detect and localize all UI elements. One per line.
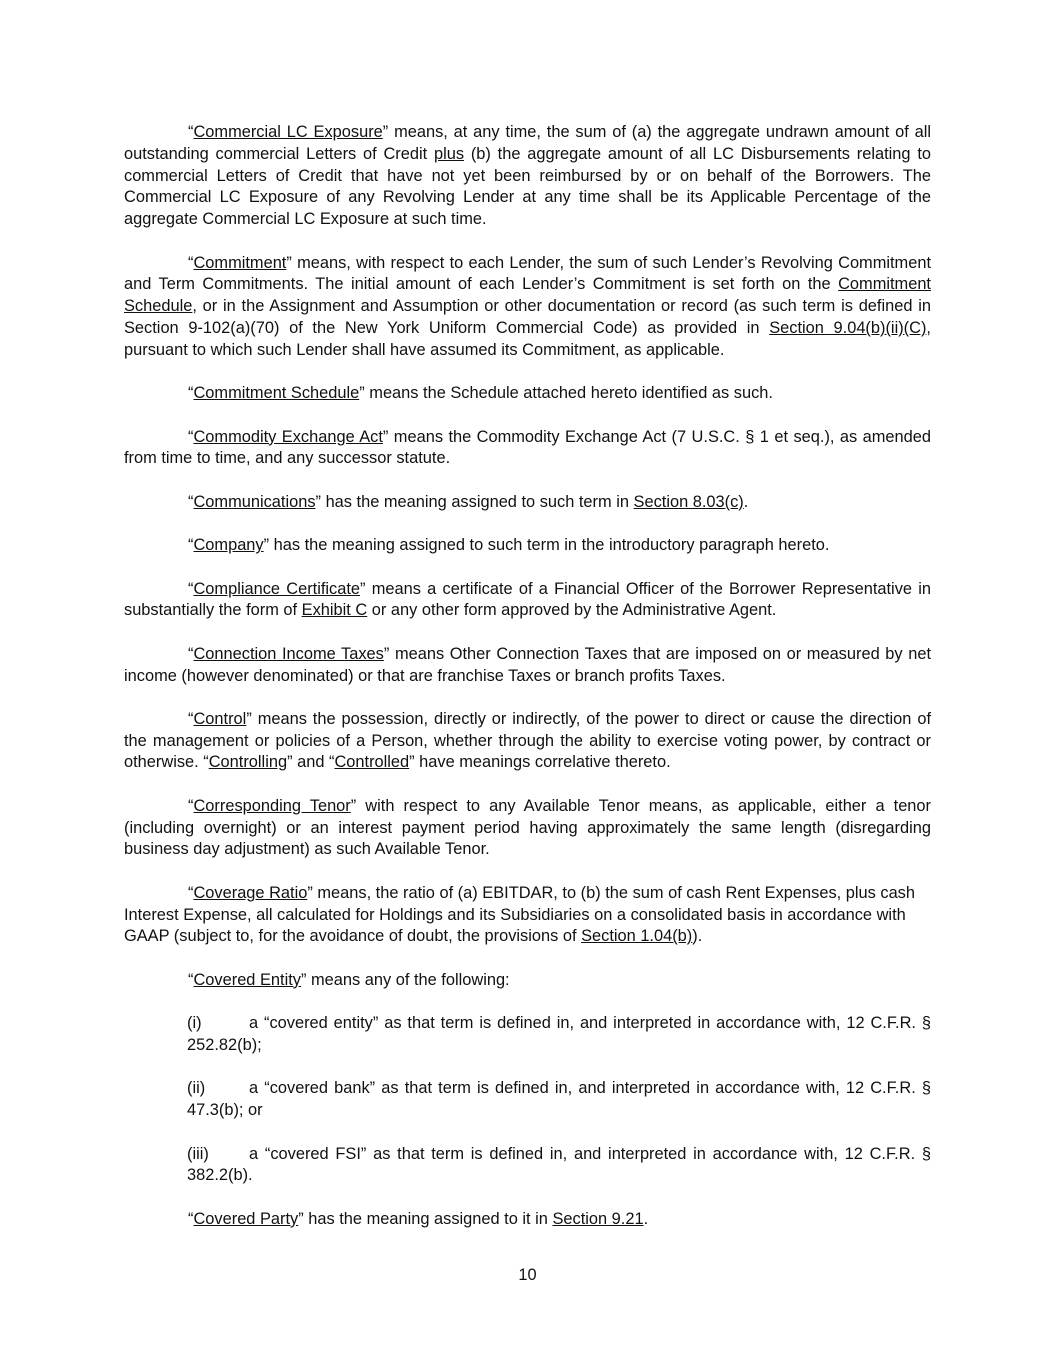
cross-reference: Section 8.03(c) [633,492,744,511]
cross-reference: Section 9.21 [552,1209,644,1228]
item-number: (i) [187,1014,202,1033]
definition-control: “Control” means the possession, directly or indirectly, of the power to direct or cause the direction of the management or policies of a Person, whether through the ability to exercise voting power, by contract or otherwise. “Controlling” and “Controlled” have meanings correlative thereto. [124,709,931,772]
cross-reference: Section 1.04(b) [581,927,693,946]
definition-communications: “Communications” has the meaning assigned to such term in Section 8.03(c). [188,492,749,511]
document-page [124,122,931,1252]
defined-term: Covered Entity [193,970,301,989]
cross-reference: Commitment Schedule [124,275,931,316]
defined-term: Commitment Schedule [193,384,360,403]
definition-connection-income-taxes: “Connection Income Taxes” means Other Connection Taxes that are imposed on or measured by net income (however denominated) or that are franchise Taxes or branch profits Taxes. [124,644,931,685]
definition-compliance-certificate: “Compliance Certificate” means a certificate of a Financial Officer of the Borrower Representative in substantially the form of Exhibit C or any other form approved by the Administrative Agent. [124,579,931,620]
defined-term: Company [193,536,264,555]
defined-term: Commercial LC Exposure [193,123,383,141]
definition-covered-party: “Covered Party” has the meaning assigned to it in Section 9.21. [188,1209,649,1228]
definition-coverage-ratio: “Coverage Ratio” means, the ratio of (a) EBITDAR, to (b) the sum of cash Rent Expenses, plus cash Interest Expense, all calculated for Holdings and its Subsidiaries on a consolidated basis in accordance with GAAP (subject to, for the avoidance of doubt, the provisions of Section 1.04(b)). [124,883,915,946]
defined-term: Compliance Certificate [193,579,361,598]
covered-entity-item: (i) a “covered entity” as that term is defined in, and interpreted in accordance with, 12 C.F.R. § 252.82(b); [187,1013,931,1057]
defined-term: Communications [193,492,316,511]
item-number: (iii) [187,1144,209,1163]
defined-term: Corresponding Tenor [193,796,351,815]
cross-reference: Section 9.04(b)(ii)(C) [769,318,927,337]
definition-commitment: “Commitment” means, with respect to each Lender, the sum of such Lender’s Revolving Commitment and Term Commitments. The initial amount of each Lender’s Commitment is set forth on the Commitment Schedule, or in the Assignment and Assumption or other documentation or record (as such term is defined in Section 9-102(a)(70) of the New York Uniform Commercial Code) as provided in Section 9.04(b)(ii)(C), pursuant to which such Lender shall have assumed its Commitment, as applicable. [124,253,931,359]
defined-term: Covered Party [193,1209,299,1228]
cross-reference: Exhibit C [301,601,368,620]
defined-term: Controlling [208,753,288,772]
definition-corresponding-tenor: “Corresponding Tenor” with respect to any Available Tenor means, as applicable, either a tenor (including overnight) or an interest payment period having approximately the same length (disregarding business day adjustment) as such Available Tenor. [124,796,931,859]
definition-commercial-lc-exposure: “Commercial LC Exposure” means, at any time, the sum of (a) the aggregate undrawn amount of all outstanding commercial Letters of Credit plus (b) the aggregate amount of all LC Disbursements relating to commercial Letters of Credit that have not yet been reimbursed by or on behalf of the Borrowers. The Commercial LC Exposure of any Revolving Lender at any time shall be its Applicable Percentage of the aggregate Commercial LC Exposure at such time. [124,123,932,229]
defined-term: Connection Income Taxes [193,644,384,663]
defined-term: Control [193,709,247,728]
covered-entity-item: (ii) a “covered bank” as that term is defined in, and interpreted in accordance with, 12 C.F.R. § 47.3(b); or [187,1078,931,1122]
emphasis-plus: plus [433,144,465,163]
definition-covered-entity: “Covered Entity” means any of the following: [188,970,510,989]
defined-term: Commitment [193,253,287,272]
definition-company: “Company” has the meaning assigned to such term in the introductory paragraph hereto. [188,536,830,555]
defined-term: Coverage Ratio [193,883,308,902]
page-number: 10 [518,1266,537,1284]
definition-commodity-exchange-act: “Commodity Exchange Act” means the Commodity Exchange Act (7 U.S.C. § 1 et seq.), as amended from time to time, and any successor statute. [124,427,931,468]
covered-entity-item: (iii) a “covered FSI” as that term is defined in, and interpreted in accordance with, 12 C.F.R. § 382.2(b). [187,1144,931,1188]
defined-term: Controlled [334,753,410,772]
definition-commitment-schedule: “Commitment Schedule” means the Schedule attached hereto identified as such. [188,384,773,403]
item-number: (ii) [187,1079,206,1098]
defined-term: Commodity Exchange Act [193,427,383,446]
